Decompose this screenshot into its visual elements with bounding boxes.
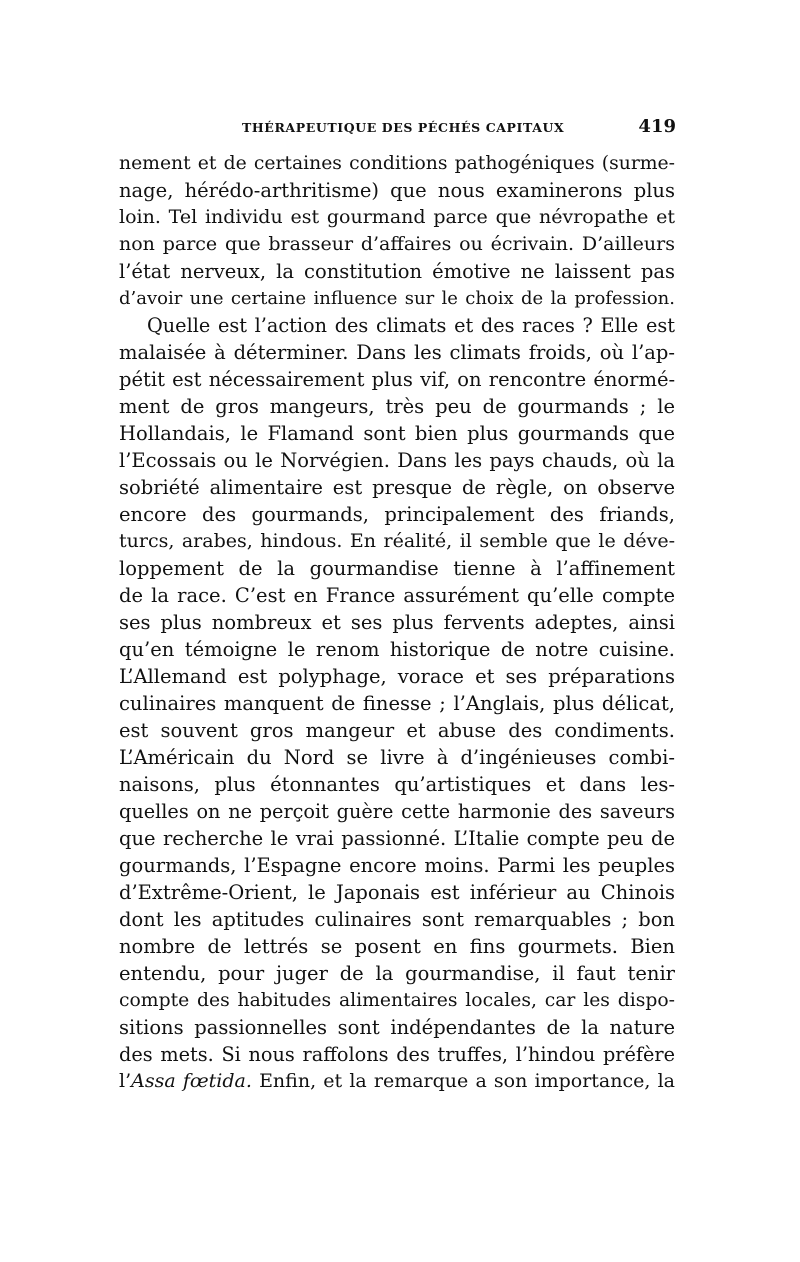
text-line: compte des habitudes alimentaires locales, car les dispo- — [119, 990, 675, 1011]
text-line: est souvent gros mangeur et abuse des condiments. — [119, 719, 675, 742]
text-line: l’état nerveux, la constitution émotive ne laissent pas — [119, 260, 675, 283]
text-line: loin. Tel individu est gourmand parce que névropathe et — [119, 206, 675, 228]
text-line: ses plus nombreux et ses plus fervents adeptes, ainsi — [119, 611, 675, 634]
body-text — [119, 150, 675, 1095]
text-line: turcs, arabes, hindous. En réalité, il semble que le déve- — [119, 530, 675, 552]
text-line: qu’en témoigne le renom historique de notre cuisine. — [119, 638, 675, 661]
last-line-prefix: l’ — [119, 1070, 132, 1092]
text-line: que recherche le vrai passionné. L’Italie compte peu de — [119, 827, 675, 850]
text-line: loppement de la gourmandise tienne à l’affinement — [119, 557, 675, 580]
text-line: de la race. C’est en France assurément qu’elle compte — [119, 584, 675, 607]
text-line: L’Américain du Nord se livre à d’ingénieuses combi- — [119, 746, 675, 769]
text-line: naisons, plus étonnantes qu’artistiques et dans les- — [119, 773, 675, 796]
text-line: dont les aptitudes culinaires sont remarquables ; bon — [119, 908, 675, 931]
text-line: sitions passionnelles sont indépendantes de la nature — [119, 1016, 675, 1039]
text-line: pétit est nécessairement plus vif, on rencontre énormé- — [119, 368, 676, 391]
text-line: d’Extrême-Orient, le Japonais est inférieur au Chinois — [119, 881, 675, 904]
text-line: nement et de certaines conditions pathogéniques (surme- — [119, 153, 675, 174]
running-header — [118, 118, 680, 140]
text-line: culinaires manquent de finesse ; l’Anglais, plus délicat, — [119, 692, 675, 715]
text-line: non parce que brasseur d’affaires ou écrivain. D’ailleurs — [119, 233, 675, 255]
text-line: L’Allemand est polyphage, vorace et ses préparations — [119, 665, 675, 688]
last-line-rest: Enfin, et la remarque a son importance, la — [251, 1070, 675, 1092]
page-number: 419 — [638, 116, 676, 137]
text-line: d’avoir une certaine influence sur le choix de la profession. — [119, 288, 675, 309]
text-line: quelles on ne perçoit guère cette harmonie des saveurs — [119, 800, 675, 823]
text-line: Hollandais, le Flamand sont bien plus gourmands que — [119, 422, 675, 445]
text-line: l’Ecossais ou le Norvégien. Dans les pays chauds, où la — [119, 449, 675, 472]
text-line: nombre de lettrés se posent en fins gourmets. Bien — [119, 935, 675, 958]
text-line: sobriété alimentaire est presque de règle, on observe — [119, 476, 675, 499]
italic-term: Assa fœtida. — [131, 1070, 252, 1092]
paragraph-start-line: Quelle est l’action des climats et des races ? Elle est — [147, 314, 675, 337]
text-line: malaisée à déterminer. Dans les climats froids, où l’ap- — [119, 341, 675, 364]
text-line: encore des gourmands, principalement des friands, — [119, 503, 675, 526]
text-line: ment de gros mangeurs, très peu de gourmands ; le — [119, 395, 675, 418]
text-line: entendu, pour juger de la gourmandise, il faut tenir — [119, 962, 675, 985]
running-title: THÉRAPEUTIQUE DES PÉCHÉS CAPITAUX — [242, 120, 565, 135]
text-line: nage, hérédo-arthritisme) que nous examinerons plus — [119, 179, 675, 202]
text-line-last — [119, 1068, 675, 1095]
text-line: des mets. Si nous raffolons des truffes, l’hindou préfère — [119, 1043, 675, 1066]
text-line: gourmands, l’Espagne encore moins. Parmi les peuples — [119, 854, 675, 877]
